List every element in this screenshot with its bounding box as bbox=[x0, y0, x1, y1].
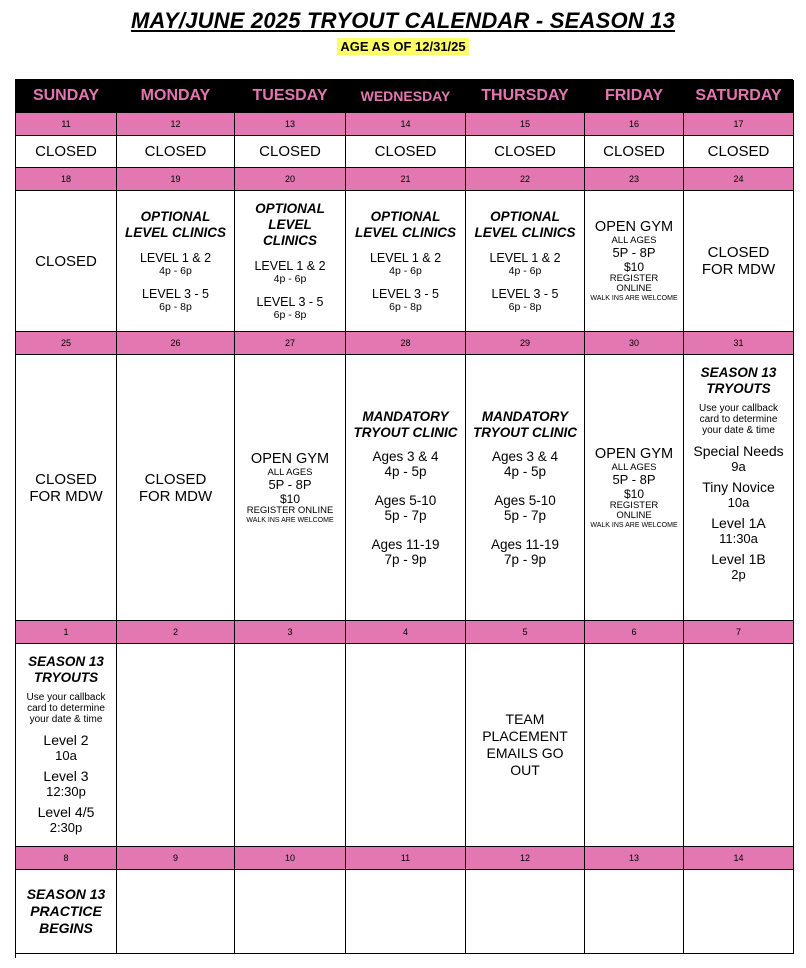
date-number: 3 bbox=[235, 621, 346, 644]
day-cell bbox=[117, 136, 235, 168]
day-cell bbox=[117, 191, 235, 332]
open-gym-ages: ALL AGES bbox=[267, 466, 313, 478]
closed-label: CLOSED bbox=[35, 252, 97, 270]
tryout-level: Special Needs bbox=[693, 443, 784, 459]
date-number: 11 bbox=[346, 847, 466, 870]
session-label: LEVEL 3 - 5 bbox=[142, 287, 209, 301]
callback-note bbox=[699, 403, 778, 436]
day-cell bbox=[235, 355, 346, 621]
event-title: OPTIONAL bbox=[255, 201, 325, 216]
session-time: 5p - 7p bbox=[384, 507, 427, 523]
date-number: 8 bbox=[16, 847, 117, 870]
weekday-monday: MONDAY bbox=[117, 80, 235, 113]
date-number: 12 bbox=[117, 113, 235, 136]
session-label: Ages 11-19 bbox=[371, 536, 440, 552]
date-number: 19 bbox=[117, 168, 235, 191]
callback-line: your date & time bbox=[702, 425, 775, 436]
day-cell bbox=[346, 191, 466, 332]
closed-label: CLOSED bbox=[603, 143, 665, 160]
open-gym-ages: ALL AGES bbox=[611, 235, 657, 246]
day-cell bbox=[16, 644, 117, 847]
callback-note bbox=[27, 692, 106, 725]
closed-label: CLOSED bbox=[35, 470, 97, 488]
day-cell bbox=[585, 136, 684, 168]
open-gym-walkins: WALK INS ARE WELCOME bbox=[590, 295, 678, 302]
open-gym-walkins: WALK INS ARE WELCOME bbox=[590, 521, 678, 529]
tryout-time: 12:30p bbox=[46, 784, 86, 799]
weekday-wednesday: WEDNESDAY bbox=[346, 80, 466, 113]
day-cell bbox=[235, 191, 346, 332]
tryout-time: 9a bbox=[731, 459, 746, 474]
tryout-time: 10a bbox=[727, 495, 750, 510]
session-label: LEVEL 1 & 2 bbox=[369, 251, 442, 265]
event-title: OPTIONAL bbox=[490, 209, 560, 224]
open-gym-time: 5P - 8P bbox=[268, 476, 312, 492]
date-number: 15 bbox=[466, 113, 585, 136]
event-title: TRYOUTS bbox=[706, 381, 771, 396]
age-note: AGE AS OF 12/31/25 bbox=[337, 38, 468, 55]
tryout-time: 10a bbox=[55, 748, 77, 763]
tryout-level: Tiny Novice bbox=[702, 479, 775, 495]
open-gym-register: REGISTER ONLINE bbox=[246, 504, 334, 516]
session-label: LEVEL 1 & 2 bbox=[489, 251, 561, 265]
weekday-sunday: SUNDAY bbox=[16, 80, 117, 113]
session-label: Ages 3 & 4 bbox=[372, 448, 439, 464]
open-gym-register: ONLINE bbox=[616, 283, 652, 294]
date-number: 16 bbox=[585, 113, 684, 136]
event-title: PRACTICE bbox=[30, 903, 102, 919]
tryout-time: 2p bbox=[731, 567, 746, 582]
session-label: Ages 5-10 bbox=[494, 492, 556, 508]
session-label: LEVEL 3 - 5 bbox=[491, 287, 559, 301]
session-time: 6p - 8p bbox=[508, 301, 542, 313]
event-title: MANDATORY bbox=[481, 408, 569, 424]
team-placement-line: TEAM bbox=[505, 711, 545, 727]
tryout-level: Level 3 bbox=[43, 768, 89, 784]
date-number: 1 bbox=[16, 621, 117, 644]
date-number: 22 bbox=[466, 168, 585, 191]
closed-label: CLOSED bbox=[259, 143, 321, 160]
day-cell bbox=[16, 870, 117, 954]
session-label: LEVEL 3 - 5 bbox=[372, 287, 439, 301]
closed-label: FOR MDW bbox=[29, 487, 103, 505]
event-title: LEVEL CLINICS bbox=[354, 225, 456, 240]
open-gym-title: OPEN GYM bbox=[250, 450, 330, 467]
tryout-level: Level 1B bbox=[711, 551, 766, 567]
open-gym-walkins: WALK INS ARE WELCOME bbox=[246, 516, 334, 524]
open-gym-register: REGISTER bbox=[609, 499, 659, 511]
team-placement-line: OUT bbox=[510, 762, 540, 778]
tryout-level: Level 4/5 bbox=[37, 804, 95, 820]
date-number: 25 bbox=[16, 332, 117, 355]
event-title: SEASON 13 bbox=[26, 886, 106, 902]
day-cell bbox=[346, 870, 466, 954]
session-label: LEVEL 1 & 2 bbox=[254, 259, 326, 273]
open-gym-register: REGISTER bbox=[609, 273, 659, 284]
day-cell bbox=[585, 870, 684, 954]
event-title: SEASON 13 bbox=[700, 365, 777, 380]
date-number: 6 bbox=[585, 621, 684, 644]
event-title: OPTIONAL bbox=[370, 209, 441, 224]
event-title: SEASON 13 bbox=[28, 654, 104, 669]
tryout-time: 2:30p bbox=[49, 820, 83, 835]
closed-label: CLOSED bbox=[494, 143, 556, 160]
session-time: 4p - 5p bbox=[384, 463, 427, 479]
date-number: 18 bbox=[16, 168, 117, 191]
day-cell bbox=[466, 191, 585, 332]
event-title: TRYOUT CLINIC bbox=[353, 424, 458, 440]
open-gym-register: ONLINE bbox=[616, 509, 652, 521]
closed-label: FOR MDW bbox=[138, 487, 213, 505]
session-time: 4p - 6p bbox=[273, 273, 307, 285]
date-number: 9 bbox=[117, 847, 235, 870]
session-time: 7p - 9p bbox=[384, 551, 427, 567]
date-number: 21 bbox=[346, 168, 466, 191]
day-cell bbox=[117, 355, 235, 621]
date-number: 4 bbox=[346, 621, 466, 644]
closed-label: CLOSED bbox=[707, 244, 770, 261]
event-title: MANDATORY bbox=[362, 408, 449, 424]
open-gym-time: 5P - 8P bbox=[612, 245, 656, 260]
event-title: CLINICS bbox=[263, 233, 317, 248]
date-number: 17 bbox=[684, 113, 794, 136]
date-number: 14 bbox=[684, 847, 794, 870]
day-cell bbox=[16, 191, 117, 332]
session-time: 5p - 7p bbox=[503, 507, 547, 523]
day-cell bbox=[466, 870, 585, 954]
day-cell bbox=[466, 355, 585, 621]
closed-label: CLOSED bbox=[374, 143, 437, 160]
session-label: Ages 3 & 4 bbox=[491, 448, 559, 464]
session-time: 6p - 8p bbox=[389, 301, 422, 313]
session-time: 4p - 6p bbox=[508, 265, 542, 277]
day-cell bbox=[585, 644, 684, 847]
day-cell bbox=[16, 136, 117, 168]
date-number: 11 bbox=[16, 113, 117, 136]
event-title: BEGINS bbox=[39, 920, 93, 936]
date-number: 24 bbox=[684, 168, 794, 191]
day-cell bbox=[684, 870, 794, 954]
event-title: LEVEL CLINICS bbox=[124, 225, 226, 240]
weekday-tuesday: TUESDAY bbox=[235, 80, 346, 113]
date-number: 20 bbox=[235, 168, 346, 191]
day-cell bbox=[466, 136, 585, 168]
date-number: 13 bbox=[235, 113, 346, 136]
day-cell bbox=[684, 136, 794, 168]
date-number: 13 bbox=[585, 847, 684, 870]
event-title: LEVEL CLINICS bbox=[474, 225, 576, 240]
date-number: 7 bbox=[684, 621, 794, 644]
date-number: 30 bbox=[585, 332, 684, 355]
date-number: 26 bbox=[117, 332, 235, 355]
callback-line: Use your callback bbox=[699, 403, 778, 414]
date-number: 28 bbox=[346, 332, 466, 355]
callback-line: Use your callback bbox=[26, 692, 106, 703]
day-cell bbox=[235, 136, 346, 168]
day-cell bbox=[346, 644, 466, 847]
date-number: 10 bbox=[235, 847, 346, 870]
day-cell bbox=[585, 191, 684, 332]
date-number: 29 bbox=[466, 332, 585, 355]
callback-line: card to determine bbox=[699, 414, 778, 425]
day-cell bbox=[684, 191, 794, 332]
date-number: 12 bbox=[466, 847, 585, 870]
weekday-saturday: SATURDAY bbox=[684, 80, 794, 113]
open-gym-price: $10 bbox=[279, 491, 301, 506]
date-number: 27 bbox=[235, 332, 346, 355]
session-time: 4p - 6p bbox=[159, 265, 192, 277]
session-time: 4p - 5p bbox=[503, 463, 547, 479]
weekday-thursday: THURSDAY bbox=[466, 80, 585, 113]
day-cell bbox=[117, 870, 235, 954]
date-number: 14 bbox=[346, 113, 466, 136]
day-cell bbox=[684, 355, 794, 621]
day-cell bbox=[235, 870, 346, 954]
closed-label: CLOSED bbox=[707, 143, 770, 160]
team-placement-line: PLACEMENT bbox=[482, 728, 568, 744]
event-title: TRYOUT CLINIC bbox=[473, 424, 577, 440]
day-cell bbox=[16, 355, 117, 621]
event-title: OPTIONAL bbox=[140, 209, 211, 224]
day-cell bbox=[585, 355, 684, 621]
closed-label: CLOSED bbox=[144, 143, 207, 160]
session-label: LEVEL 3 - 5 bbox=[256, 295, 324, 309]
calendar bbox=[15, 79, 793, 958]
day-cell bbox=[684, 644, 794, 847]
day-cell bbox=[466, 644, 585, 847]
date-number: 23 bbox=[585, 168, 684, 191]
weekday-friday: FRIDAY bbox=[585, 80, 684, 113]
day-cell bbox=[117, 644, 235, 847]
team-placement-line: EMAILS GO bbox=[486, 745, 564, 761]
page-title: MAY/JUNE 2025 TRYOUT CALENDAR - SEASON 13 bbox=[130, 8, 676, 33]
tryout-level: Level 2 bbox=[43, 732, 89, 748]
session-label: LEVEL 1 & 2 bbox=[139, 251, 212, 265]
session-label: Ages 11-19 bbox=[490, 536, 560, 552]
event-title: TRYOUTS bbox=[33, 670, 99, 685]
closed-label: CLOSED bbox=[144, 470, 207, 488]
session-label: Ages 5-10 bbox=[374, 492, 437, 508]
session-time: 6p - 8p bbox=[273, 309, 307, 321]
open-gym-title: OPEN GYM bbox=[594, 219, 674, 235]
tryout-time: 11:30a bbox=[719, 531, 758, 546]
date-number: 5 bbox=[466, 621, 585, 644]
date-number: 2 bbox=[117, 621, 235, 644]
day-cell bbox=[346, 355, 466, 621]
tryout-level: Level 1A bbox=[711, 515, 766, 531]
session-time: 4p - 6p bbox=[389, 265, 422, 277]
event-title: LEVEL bbox=[268, 217, 312, 232]
callback-line: card to determine bbox=[27, 703, 105, 714]
closed-label: FOR MDW bbox=[701, 261, 776, 278]
open-gym-title: OPEN GYM bbox=[594, 445, 674, 462]
open-gym-price: $10 bbox=[623, 486, 645, 501]
open-gym-time: 5P - 8P bbox=[612, 471, 656, 487]
session-time: 6p - 8p bbox=[159, 301, 192, 313]
closed-label: CLOSED bbox=[35, 143, 97, 160]
date-number: 31 bbox=[684, 332, 794, 355]
callback-line: your date & time bbox=[29, 714, 103, 725]
open-gym-ages: ALL AGES bbox=[611, 461, 657, 473]
open-gym-price: $10 bbox=[623, 260, 645, 274]
session-time: 7p - 9p bbox=[503, 551, 547, 567]
day-cell bbox=[235, 644, 346, 847]
day-cell bbox=[346, 136, 466, 168]
